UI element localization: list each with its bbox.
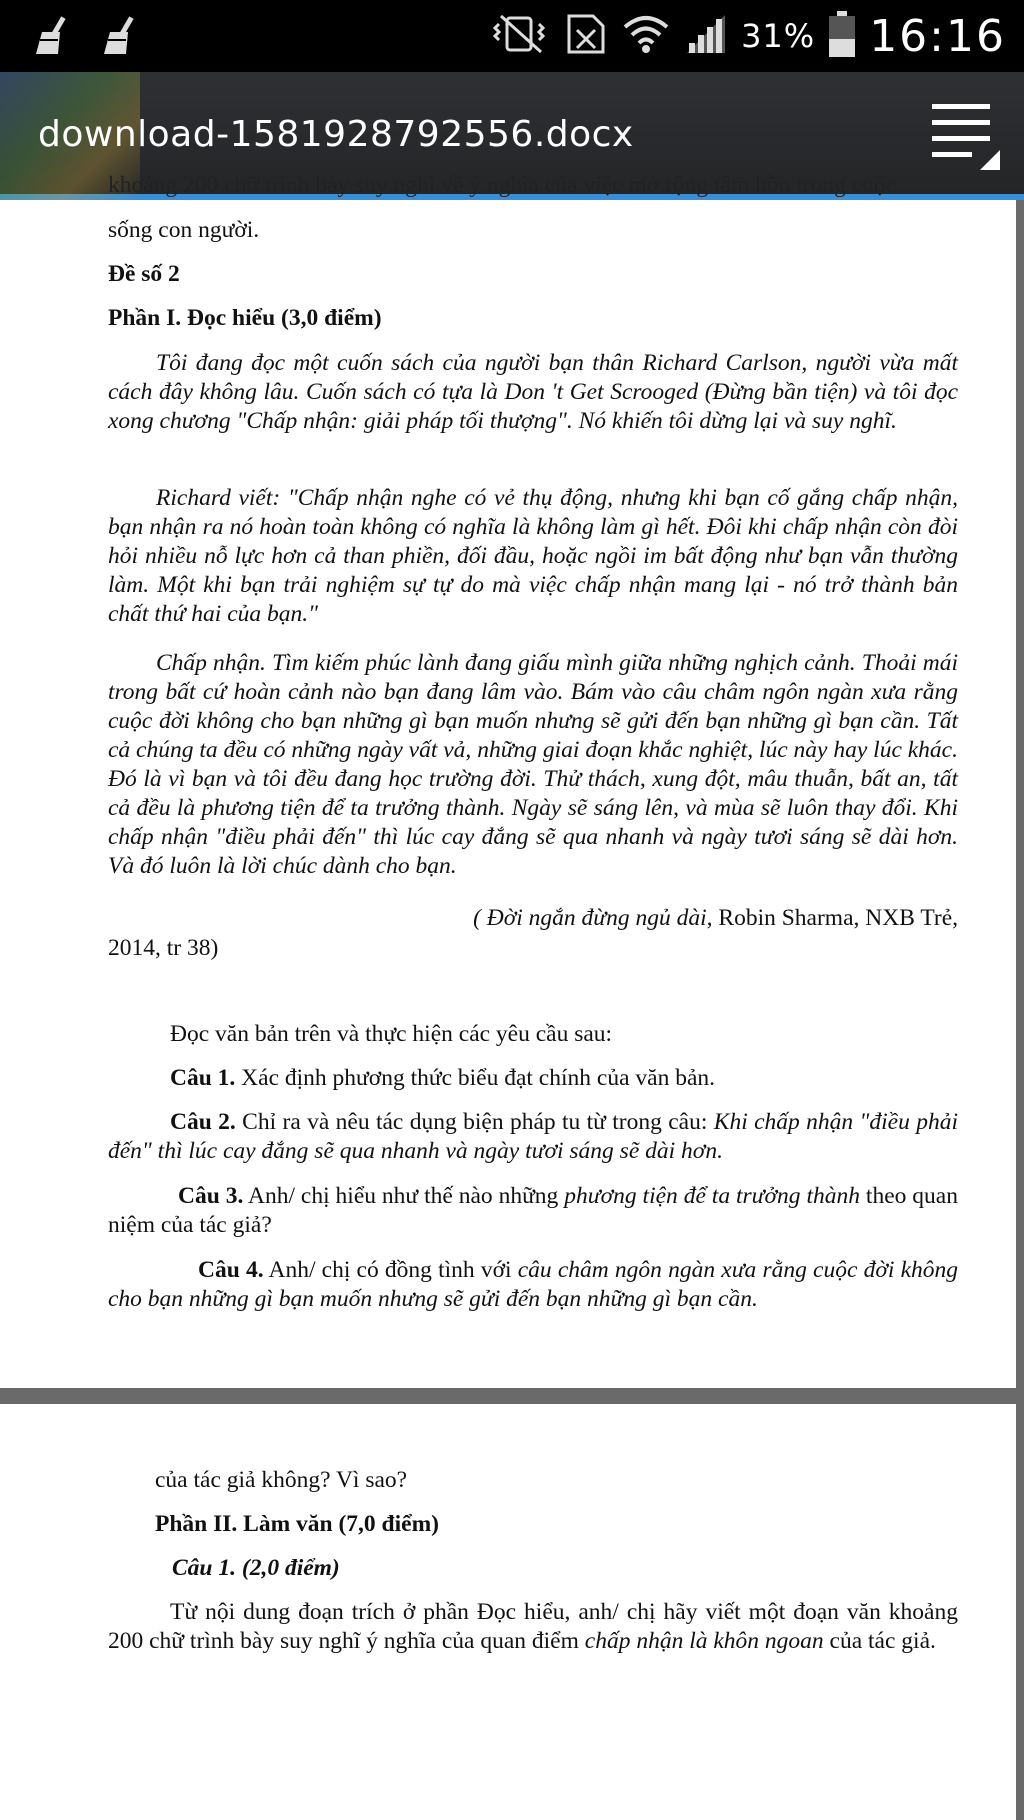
question-2-label: Câu 2. [170,1109,236,1135]
question-4-italic: câu châm ngôn ngàn xưa rằng cuộc đời không cho bạn những gì bạn muốn nhưng sẽ gửi đến bạn những gì bạn cần. [108,1257,959,1312]
essay-question-1-end: của tác giả. [823,1628,936,1654]
menu-icon[interactable] [928,98,1004,174]
continued-line: sống con người. [108,217,260,243]
question-2-quote: Khi chấp nhận "điều phải đến" thì lúc cay đắng sẽ qua nhanh và ngày tươi sáng sẽ dài hơn. [108,1109,959,1164]
question-1 [108,1064,958,1093]
signal-icon [683,11,729,61]
essay-question-1-heading: Câu 1. (2,0 điểm) [172,1555,340,1581]
source-citation-line2: 2014, tr 38) [108,935,219,961]
section-1-heading: Phần I. Đọc hiểu (3,0 điểm) [108,305,382,331]
no-sim-icon [563,12,609,60]
question-2-text: Chỉ ra và nêu tác dụng biện pháp tu từ trong câu: [235,1109,714,1135]
exam-number-heading: Đề số 2 [108,261,180,287]
source-author: Robin Sharma, NXB Trẻ, [712,905,958,931]
battery-icon [827,9,857,63]
status-bar [0,0,1024,72]
question-3-text-2: theo quan niệm của tác giả? [108,1183,958,1238]
clock: 16:16 [869,10,1006,62]
question-3-italic: phương tiện để ta trưởng thành [564,1183,860,1209]
document-page[interactable] [0,172,1016,1388]
question-4-continued: của tác giả không? Vì sao? [155,1467,408,1493]
question-3 [108,1182,958,1240]
battery-percent: 31% [741,17,816,55]
question-3-text: Anh/ chị hiểu như thế nào những [243,1183,565,1209]
source-citation [108,904,958,933]
question-3-label: Câu 3. [178,1183,244,1209]
cleaner-icon[interactable] [30,10,80,64]
vibrate-icon [491,12,551,60]
passage-paragraph-1: Tôi đang đọc một cuốn sách của người bạn thân Richard Carlson, người vừa mất cách đây không lâu. Cuốn sách có tựa là Don 't Get Scrooged (Đừng bần tiện) và tôi đọc xong chương "Chấp nhận: giải pháp tối thượng". Nó khiến tôi dừng lại và suy nghĩ. [108,350,958,434]
section-2-heading: Phần II. Làm văn (7,0 điểm) [155,1511,439,1537]
cleaner-icon[interactable] [98,10,148,64]
cut-off-line: khoảng 200 chữ trình bày suy nghĩ về ý nghĩa của việc mở rộng tâm hồn trong cuộc [108,172,897,198]
instruction: Đọc văn bản trên và thực hiện các yêu cầu sau: [170,1021,613,1047]
document-page[interactable] [0,1404,1016,1820]
question-4-text: Anh/ chị có đồng tình với [263,1257,518,1283]
passage-paragraph-3: Chấp nhận. Tìm kiếm phúc lành đang giấu mình giữa những nghịch cảnh. Thoải mái trong bất cứ hoàn cảnh nào bạn đang lâm vào. Bám vào câu châm ngôn ngàn xưa rằng cuộc đời không cho bạn những gì bạn muốn nhưng sẽ gửi đến bạn những gì bạn cần. Tất cả chúng ta đều có những ngày vất vả, những giai đoạn khắc nghiệt, lúc này hay lúc khác. Đó là vì bạn và tôi đều đang học trường đời. Thử thách, xung đột, mâu thuẫn, bất an, tất cả đều là phương tiện để ta trưởng thành. Ngày sẽ sáng lên, và mùa sẽ luôn thay đổi. Khi chấp nhận "điều phải đến" thì lúc cay đắng sẽ qua nhanh và ngày tươi sáng sẽ dài hơn. Và đó luôn là lời chúc dành cho bạn. [108,650,958,879]
wifi-icon [621,11,671,61]
essay-question-1-italic: chấp nhận là khôn ngoan [584,1628,824,1654]
question-4 [108,1256,958,1314]
essay-question-1-body: Từ nội dung đoạn trích ở phần Đọc hiểu, anh/ chị hãy viết một đoạn văn khoảng 200 chữ trình bày suy nghĩ ý nghĩa của quan điểm [108,1599,958,1654]
source-title: ( Đời ngắn đừng ngủ dài, [473,905,713,931]
passage-paragraph-2: Richard viết: "Chấp nhận nghe có vẻ thụ động, nhưng khi bạn cố gắng chấp nhận, bạn nhận ra nó hoàn toàn không có nghĩa là không làm gì hết. Đôi khi chấp nhận còn đòi hỏi nhiều nỗ lực hơn cả than phiền, đối đầu, hoặc ngồi im bất động như bạn vẫn thường làm. Một khi bạn trải nghiệm sự tự do mà việc chấp nhận mang lại - nó trở thành bản chất thứ hai của bạn." [108,485,958,627]
question-4-label: Câu 4. [198,1257,264,1283]
document-title: download-1581928792556.docx [38,114,634,155]
question-1-label: Câu 1. [170,1065,236,1091]
question-2 [108,1108,958,1166]
essay-question-1-text [108,1598,958,1656]
question-1-text: Xác định phương thức biểu đạt chính của văn bản. [235,1065,715,1091]
